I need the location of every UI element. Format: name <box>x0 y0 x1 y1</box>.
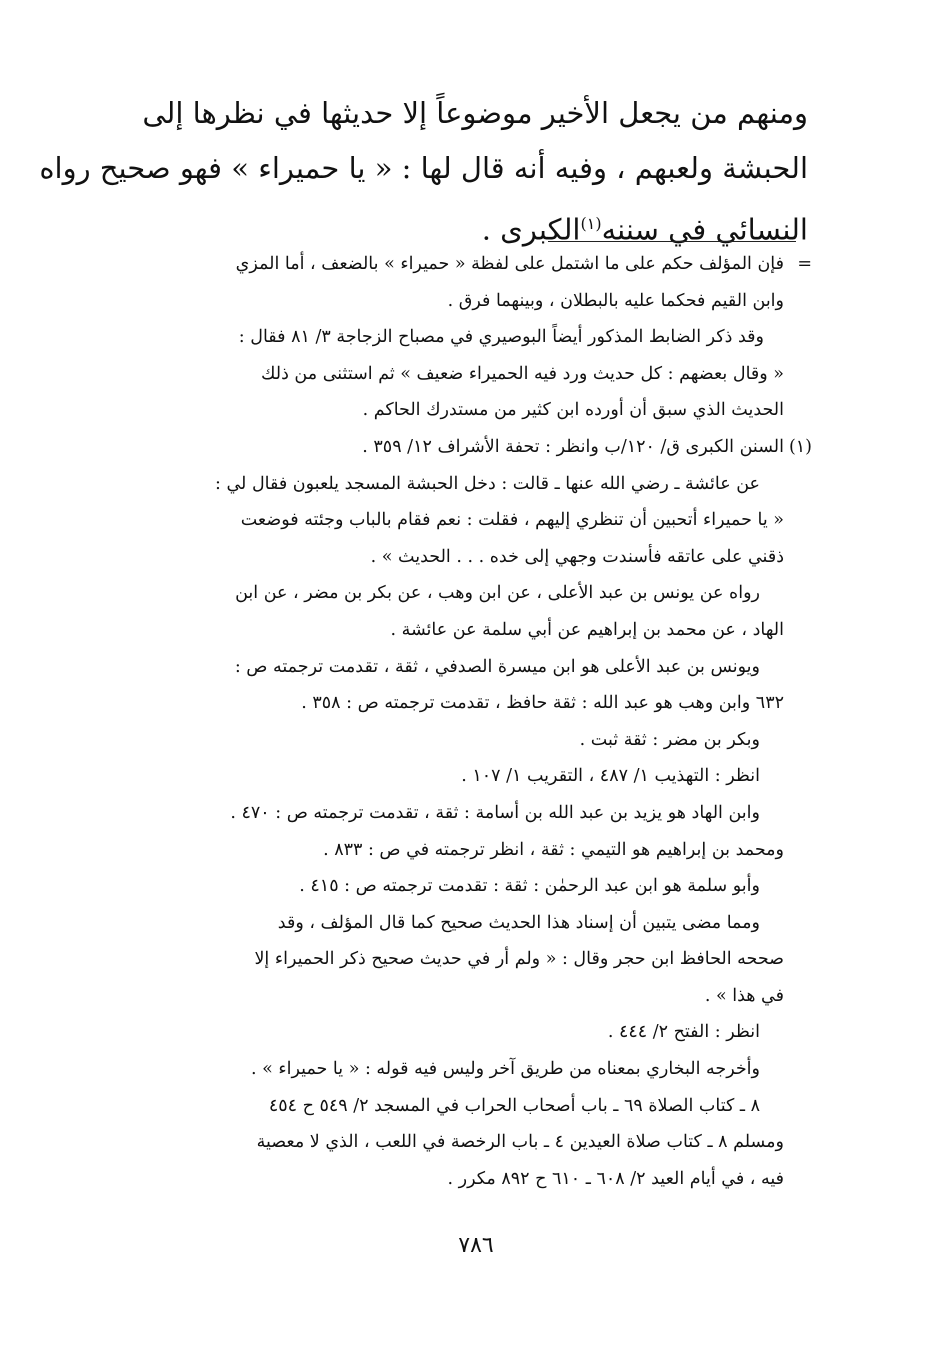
main-text-line <box>108 196 808 251</box>
footnote-line <box>100 429 812 466</box>
main-text-fragment: النسائي في سننه <box>601 212 808 247</box>
footnote-line: « يا حميراء أتحبين أن تنظري إليهم ، فقلت : نعم فقام بالباب وجئته فوضعت <box>240 510 784 531</box>
continuation-marker: = <box>797 254 812 274</box>
footnote-line: الحديث الذي سبق أن أورده ابن كثير من مستدرك الحاكم . <box>362 400 784 421</box>
main-text <box>39 86 808 251</box>
footnote-line: ومسلم ٨ ـ كتاب صلاة العيدين ٤ ـ باب الرخصة في اللعب ، الذي لا معصية <box>256 1132 784 1153</box>
footnote-text: فإن المؤلف حكم على ما اشتمل على لفظة « حميراء » بالضعف ، أما المزي <box>235 254 784 274</box>
footnote-line: ٦٣٢ وابن وهب هو عبد الله : ثقة حافظ ، تقدمت ترجمته ص : ٣٥٨ . <box>301 693 784 714</box>
footnote-line: وابن الهاد هو يزيد بن عبد الله بن أسامة : ثقة ، تقدمت ترجمته ص : ٤٧٠ . <box>230 802 760 823</box>
footnote-line: عن عائشة ـ رضي الله عنها ـ قالت : دخل الحبشة المسجد يلعبون فقال لي : <box>215 473 760 494</box>
footnote-line: ذقني على عاتقه فأسندت وجهي إلى خده . . . الحديث » . <box>370 546 784 567</box>
footnote-line: ويونس بن عبد الأعلى هو ابن ميسرة الصدفي ، ثقة ، تقدمت ترجمته ص : <box>234 656 760 677</box>
footnote-line: فيه ، في أيام العيد ٢/ ٦٠٨ ـ ٦١٠ ح ٨٩٢ مكرر . <box>447 1168 784 1189</box>
footnote-line: ٨ ـ كتاب الصلاة ٦٩ ـ باب أصحاب الحراب في المسجد ٢/ ٥٤٩ ح ٤٥٤ <box>268 1095 760 1116</box>
main-text-line: ومنهم من يجعل الأخير موضوعاً إلا حديثها في نظرها إلى <box>142 96 808 130</box>
footnote-number: (١) <box>788 436 812 457</box>
footnote-line: وقد ذكر الضابط المذكور أيضاً البوصيري في مصباح الزجاجة ٣/ ٨١ فقال : <box>238 327 764 348</box>
footnote-line <box>100 246 812 283</box>
main-text-fragment: الكبرى . <box>481 212 581 247</box>
footnote-line: وأبو سلمة هو ابن عبد الرحمٰن : ثقة : تقدمت ترجمته ص : ٤١٥ . <box>299 876 760 897</box>
footnote-line: وابن القيم فحكما عليه بالبطلان ، وبينهما فرق . <box>447 290 784 311</box>
footnote-line: الهاد ، عن محمد بن إبراهيم عن أبي سلمة عن عائشة . <box>390 619 784 640</box>
footnote-line: صححه الحافظ ابن حجر وقال : « ولم أر في حديث صحيح ذكر الحميراء إلا <box>254 949 784 970</box>
footnote-reference: (١) <box>580 214 602 233</box>
footnote-line: رواه عن يونس بن عبد الأعلى ، عن ابن وهب ، عن بكر بن مضر ، عن ابن <box>235 583 760 604</box>
footnote-line: وبكر بن مضر : ثقة ثبت . <box>579 729 760 750</box>
footnotes <box>100 246 812 1197</box>
footnote-line: وأخرجه البخاري بمعناه من طريق آخر وليس فيه قوله : « يا حميراء » . <box>251 1059 760 1080</box>
footnote-line: انظر : التهذيب ١/ ٤٨٧ ، التقريب ١/ ١٠٧ . <box>461 766 760 787</box>
footnote-line: انظر : الفتح ٢/ ٤٤٤ . <box>607 1022 760 1043</box>
main-text-line: الحبشة ولعبهم ، وفيه أنه قال لها : « يا حميراء » فهو صحيح رواه <box>39 151 808 185</box>
footnote-line: ومحمد بن إبراهيم هو التيمي : ثقة ، انظر ترجمته في ص : ٨٣٣ . <box>323 839 784 860</box>
footnote-separator <box>548 241 796 242</box>
footnote-text: السنن الكبرى ق/ ١٢٠/ب وانظر : تحفة الأشراف ١٢/ ٣٥٩ . <box>362 436 784 457</box>
footnote-line: في هذا » . <box>704 985 784 1006</box>
footnote-line: « وقال بعضهم : كل حديث ورد فيه الحميراء ضعيف » ثم استثنى من ذلك <box>261 363 784 384</box>
footnote-line: ومما مضى يتبين أن إسناد هذا الحديث صحيح كما قال المؤلف ، وقد <box>277 912 760 933</box>
page-number: ٧٨٦ <box>458 1233 494 1258</box>
